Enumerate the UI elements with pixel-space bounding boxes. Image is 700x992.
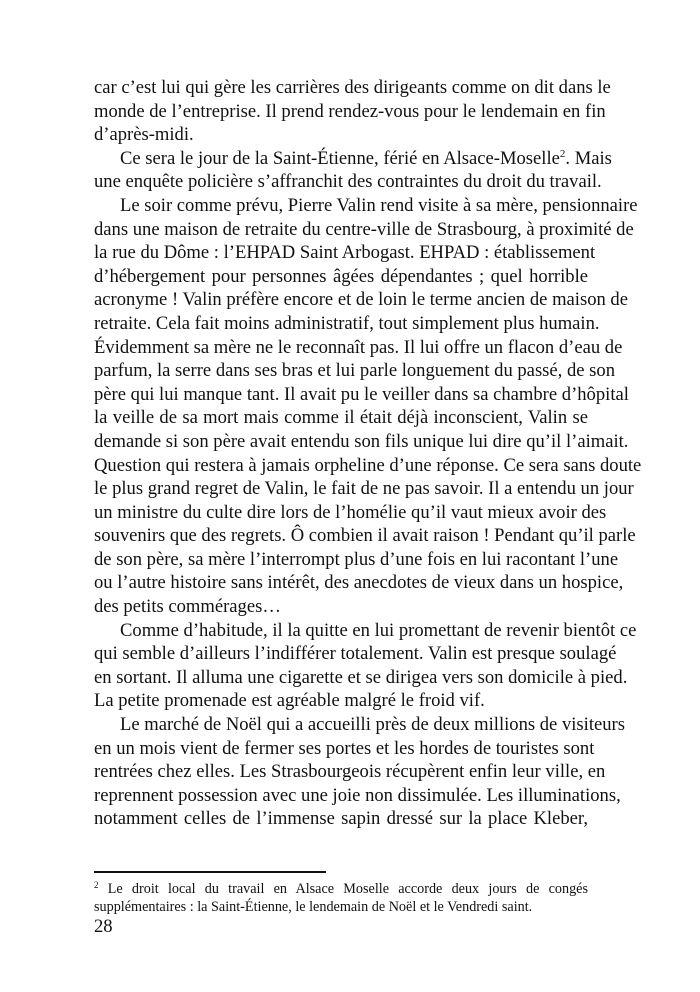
text-line-content: qui semble d’ailleurs l’indifférer totalement. Valin est presque soulagé — [94, 643, 617, 665]
text-line-content: d’après-midi. — [94, 124, 194, 146]
text-line — [94, 336, 623, 360]
text-line — [94, 666, 628, 690]
text-line-content: d’hébergement pour personnes âgées dépendantes ; quel horrible — [94, 265, 588, 287]
text-line-content: dans une maison de retraite du centre-ville de Strasbourg, à proximité de — [94, 218, 634, 240]
text-line-content: en sortant. Il alluma une cigarette et se dirigea vers son domicile à pied. — [94, 666, 628, 688]
text-line-content: Comme d’habitude, il la quitte en lui promettant de revenir bientôt ce — [120, 619, 637, 641]
text-line — [94, 571, 624, 595]
text-line-content: en un mois vient de fermer ses portes et les hordes de touristes sont — [94, 737, 595, 759]
text-line — [94, 713, 625, 737]
text-line-content: le plus grand regret de Valin, le fait de ne pas savoir. Il a entendu un jour — [94, 478, 634, 500]
page-number: 28 — [94, 916, 113, 937]
text-line-continuation: . Mais — [565, 147, 612, 169]
text-line-content: Le marché de Noël qui a accueilli près de deux millions de visiteurs — [120, 714, 625, 736]
text-line — [94, 454, 642, 478]
text-line-content: acronyme ! Valin préfère encore et de loin le terme ancien de maison de — [94, 289, 628, 311]
text-line-content: monde de l’entreprise. Il prend rendez-vous pour le lendemain en fin — [94, 100, 606, 122]
text-line-content: retraite. Cela fait moins administratif, tout simplement plus humain. — [94, 312, 600, 334]
text-line — [94, 194, 638, 218]
text-line-content: rentrées chez elles. Les Strasbourgeois récupèrent enfin leur ville, en — [94, 761, 606, 783]
text-line — [94, 123, 588, 147]
footnote-text: Le droit local du travail en Alsace Moselle accorde deux jours de congés — [98, 881, 588, 897]
text-line — [94, 265, 588, 289]
text-line-content: notamment celles de l’immense sapin dressé sur la place Kleber, — [94, 808, 588, 830]
text-line-content: de son père, sa mère l’interrompt plus d’une fois en lui racontant l’une — [94, 548, 619, 570]
text-line — [94, 807, 588, 831]
text-line-content: ou l’autre histoire sans intérêt, des anecdotes de vieux dans un hospice, — [94, 572, 624, 594]
text-line — [94, 595, 588, 619]
text-line — [94, 524, 636, 548]
text-line — [94, 642, 617, 666]
footnote-marker: 2 — [94, 880, 99, 890]
body-text — [94, 76, 642, 831]
footnote — [94, 880, 588, 916]
text-line — [94, 784, 621, 808]
text-line — [94, 406, 588, 430]
text-line — [94, 241, 596, 265]
text-line — [94, 548, 619, 572]
footnote-separator — [94, 871, 326, 873]
text-line — [94, 689, 588, 713]
text-line-content: la veille de sa mort mais comme il était déjà inconscient, Valin se — [94, 407, 588, 429]
text-line — [94, 501, 607, 525]
text-line-content: reprennent possession avec une joie non dissimulée. Les illuminations, — [94, 784, 621, 806]
text-line-content: demande si son père avait entendu son fils unique lui dire qu’il l’aimait. — [94, 430, 629, 452]
text-line — [94, 737, 595, 761]
text-line-content: La petite promenade est agréable malgré le froid vif. — [94, 690, 485, 712]
text-line-content: Le soir comme prévu, Pierre Valin rend visite à sa mère, pensionnaire — [120, 194, 638, 216]
text-line-content: la rue du Dôme : l’EHPAD Saint Arbogast. EHPAD : établissement — [94, 242, 596, 264]
text-line — [94, 619, 637, 643]
text-line-content: souvenirs que des regrets. Ô combien il avait raison ! Pendant qu’il parle — [94, 525, 636, 547]
text-line-content: des petits commérages… — [94, 596, 281, 618]
footnote-line — [94, 880, 588, 898]
text-line — [94, 430, 629, 454]
text-line — [94, 288, 628, 312]
text-line — [94, 383, 629, 407]
text-line-content: une enquête policière s’affranchit des contraintes du droit du travail. — [94, 171, 602, 193]
text-line — [94, 76, 611, 100]
text-line-content: un ministre du culte dire lors de l’homélie qu’il vaut mieux avoir des — [94, 501, 607, 523]
footnote-reference: 2 — [559, 147, 566, 160]
text-line — [94, 760, 606, 784]
text-line-content: père qui lui manque tant. Il avait pu le veiller dans sa chambre d’hôpital — [94, 383, 629, 405]
text-line — [94, 147, 612, 171]
text-line — [94, 312, 600, 336]
text-line — [94, 477, 634, 501]
text-line — [94, 100, 606, 124]
text-line-content: Question qui restera à jamais orpheline d’une réponse. Ce sera sans doute — [94, 454, 642, 476]
text-line — [94, 218, 634, 242]
text-line — [94, 170, 602, 194]
text-line-content: Évidemment sa mère ne le reconnaît pas. Il lui offre un flacon d’eau de — [94, 336, 623, 358]
footnote-line: supplémentaires : la Saint-Étienne, le lendemain de Noël et le Vendredi saint. — [94, 899, 533, 915]
text-line-content: parfum, la serre dans ses bras et lui parle longuement du passé, de son — [94, 360, 615, 382]
text-line-content: car c’est lui qui gère les carrières des dirigeants comme on dit dans le — [94, 77, 611, 98]
text-line-content: Ce sera le jour de la Saint-Étienne, férié en Alsace-Moselle — [120, 147, 560, 169]
text-line — [94, 359, 615, 383]
